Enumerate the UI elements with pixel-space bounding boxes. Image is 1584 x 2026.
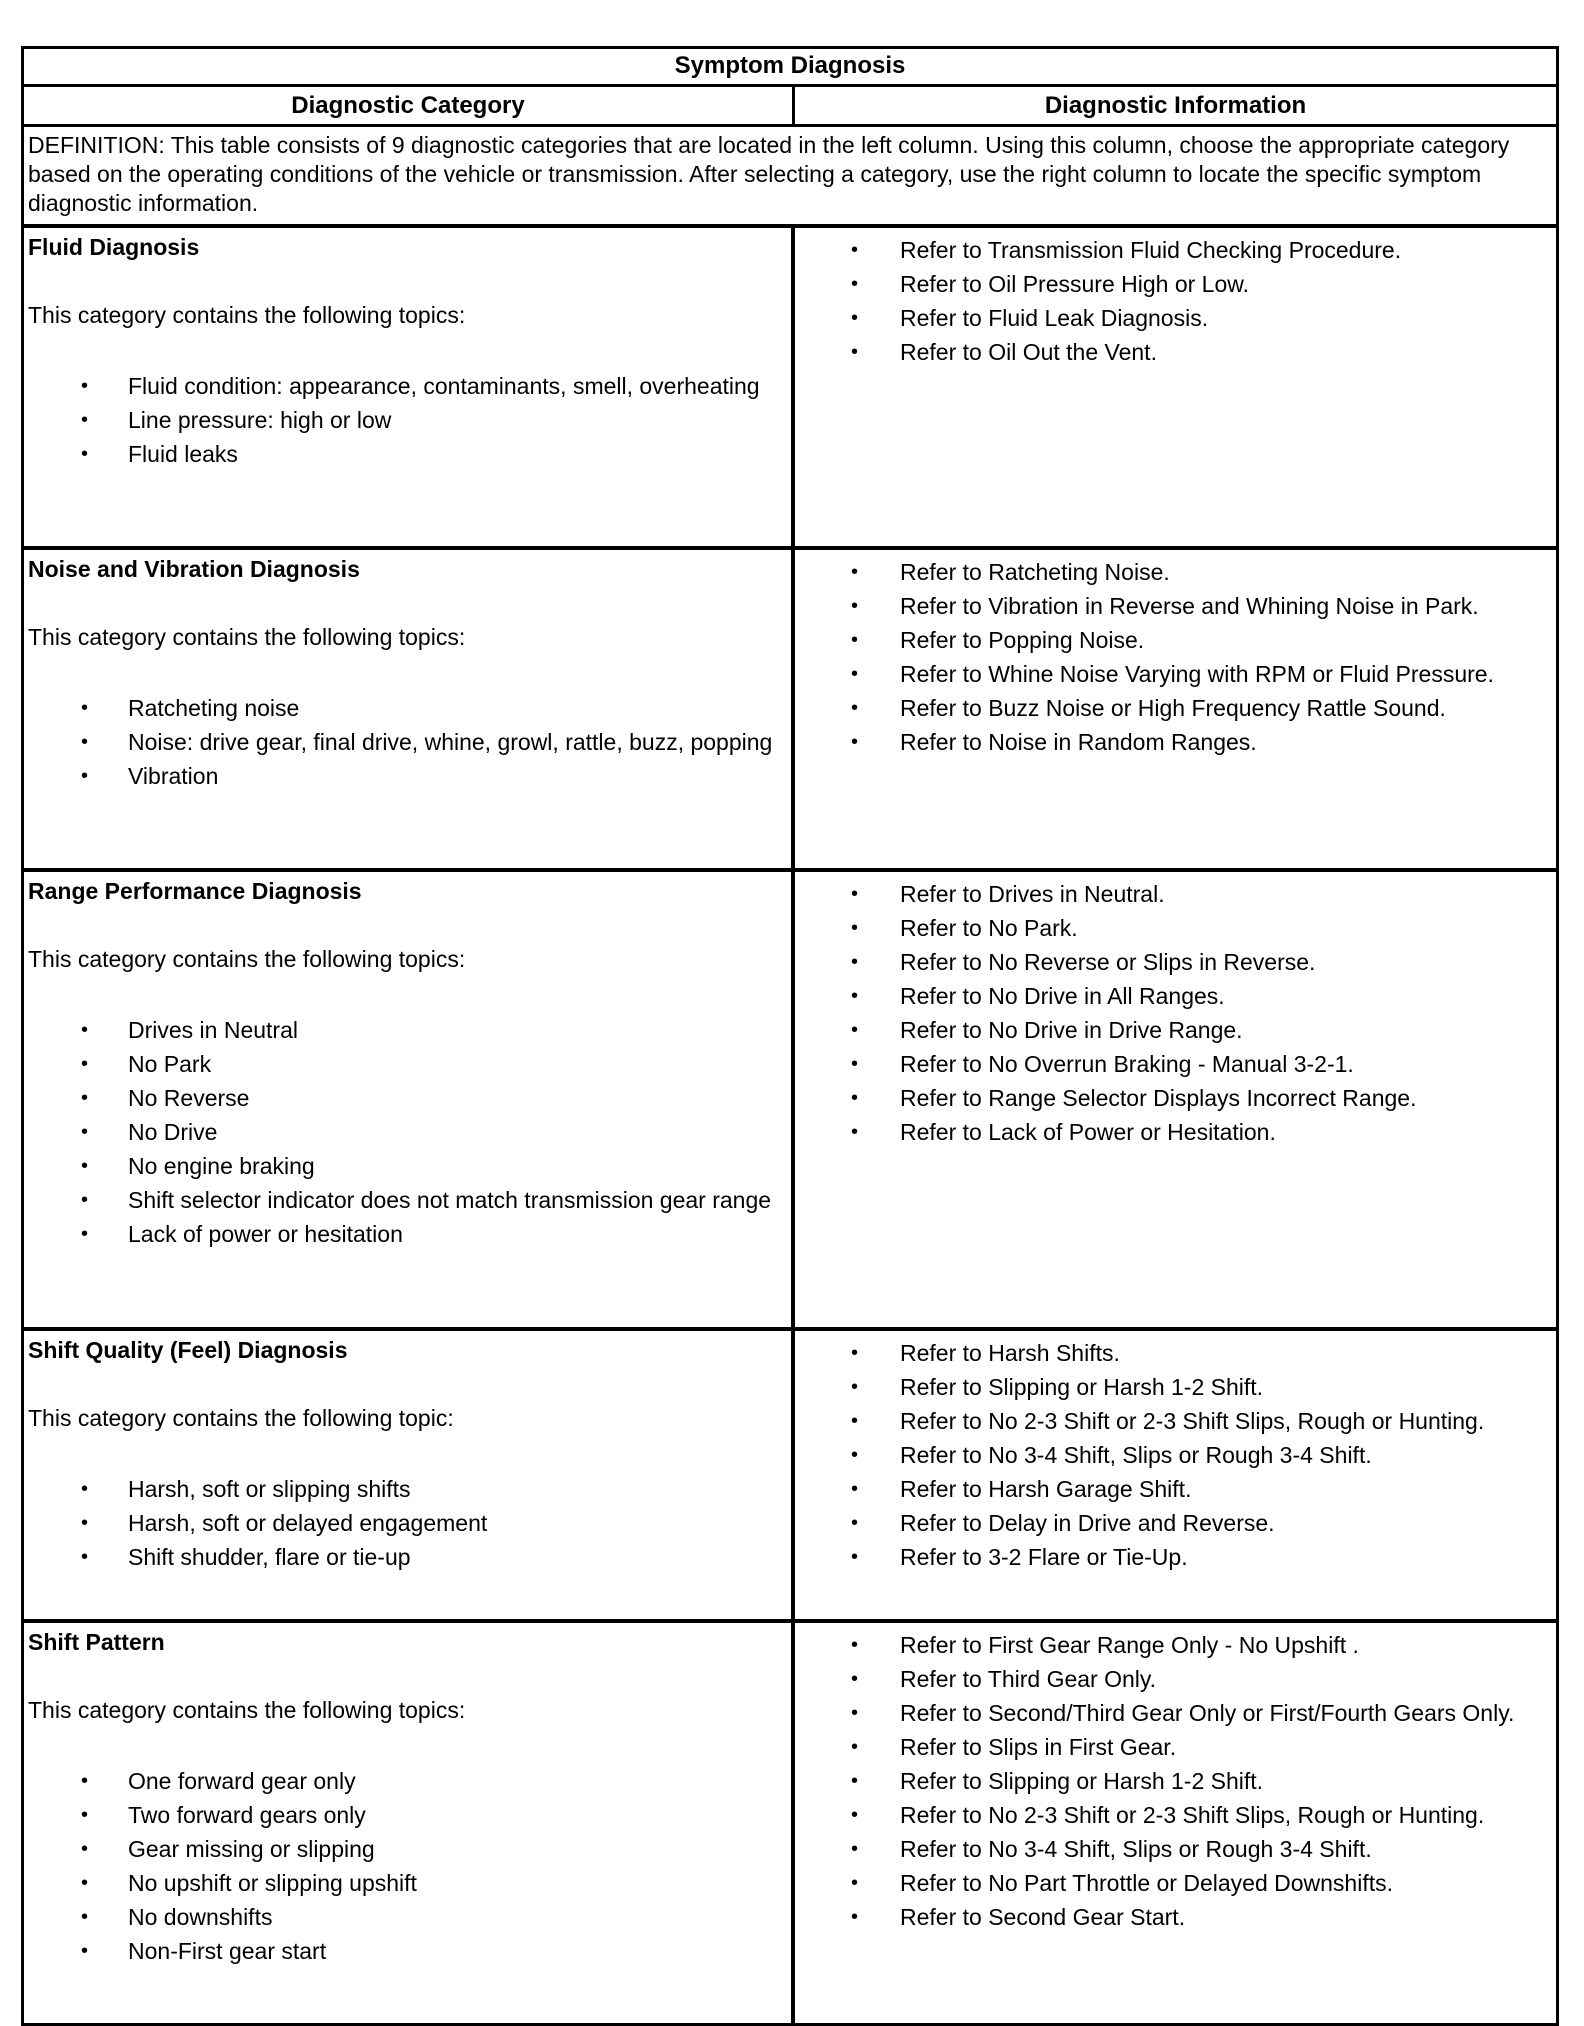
information-text: Refer to No 2-3 Shift or 2-3 Shift Slips, Rough or Hunting. <box>900 1802 1485 1828</box>
table-row <box>24 1331 1556 1623</box>
bullet-icon: • <box>851 1410 859 1432</box>
information-cell <box>795 550 1556 868</box>
information-text: Refer to Slipping or Harsh 1-2 Shift. <box>900 1374 1264 1400</box>
bullet-icon: • <box>851 1342 859 1364</box>
information-item <box>795 1801 1552 1830</box>
topic-text: Harsh, soft or delayed engagement <box>128 1510 488 1536</box>
information-text: Refer to Vibration in Reverse and Whining Noise in Park. <box>900 593 1479 619</box>
bullet-icon: • <box>851 951 859 973</box>
information-list <box>795 1339 1552 1572</box>
bullet-icon: • <box>851 1906 859 1928</box>
topic-text: Line pressure: high or low <box>128 407 392 433</box>
information-text: Refer to Second/Third Gear Only or First/Fourth Gears Only. <box>900 1700 1515 1726</box>
table-row <box>24 228 1556 550</box>
topic-item <box>28 1220 787 1249</box>
bullet-icon: • <box>851 1702 859 1724</box>
category-cell <box>24 872 795 1327</box>
topic-text: Harsh, soft or slipping shifts <box>128 1476 411 1502</box>
information-item <box>795 236 1552 265</box>
information-item <box>795 1767 1552 1796</box>
bullet-icon: • <box>851 1087 859 1109</box>
information-item <box>795 1118 1552 1147</box>
category-description: This category contains the following topics: <box>28 302 466 328</box>
category-description: This category contains the following topics: <box>28 1697 466 1723</box>
bullet-icon: • <box>851 1770 859 1792</box>
information-text: Refer to Slipping or Harsh 1-2 Shift. <box>900 1768 1264 1794</box>
topic-text: Gear missing or slipping <box>128 1836 375 1862</box>
bullet-icon: • <box>81 1155 89 1177</box>
category-description: This category contains the following topic: <box>28 1405 454 1431</box>
topic-text: Fluid leaks <box>128 441 238 467</box>
topic-item <box>28 372 787 401</box>
table-row <box>24 872 1556 1331</box>
topic-item <box>28 1152 787 1181</box>
bullet-icon: • <box>851 985 859 1007</box>
bullet-icon: • <box>851 883 859 905</box>
information-text: Refer to 3-2 Flare or Tie-Up. <box>900 1544 1188 1570</box>
information-text: Refer to No Overrun Braking - Manual 3-2-1. <box>900 1051 1354 1077</box>
information-item <box>795 1084 1552 1113</box>
topic-text: Shift selector indicator does not match transmission gear range <box>128 1187 772 1213</box>
category-description: This category contains the following topics: <box>28 624 466 650</box>
bullet-icon: • <box>851 1804 859 1826</box>
information-item <box>795 1509 1552 1538</box>
bullet-icon: • <box>851 1838 859 1860</box>
information-item <box>795 1441 1552 1470</box>
category-title: Shift Pattern <box>28 1629 165 1655</box>
information-cell <box>795 872 1556 1327</box>
information-text: Refer to No Reverse or Slips in Reverse. <box>900 949 1316 975</box>
topic-item <box>28 1084 787 1113</box>
category-cell <box>24 550 795 868</box>
topic-text: Non-First gear start <box>128 1938 327 1964</box>
bullet-icon: • <box>851 1444 859 1466</box>
topic-item <box>28 762 787 791</box>
category-title: Shift Quality (Feel) Diagnosis <box>28 1337 348 1363</box>
information-item <box>795 1903 1552 1932</box>
information-item <box>795 1543 1552 1572</box>
topic-text: No Drive <box>128 1119 218 1145</box>
topic-text: Noise: drive gear, final drive, whine, growl, rattle, buzz, popping <box>128 729 773 755</box>
information-item <box>795 982 1552 1011</box>
bullet-icon: • <box>81 1546 89 1568</box>
information-item <box>795 948 1552 977</box>
information-item <box>795 914 1552 943</box>
information-item <box>795 304 1552 333</box>
information-text: Refer to Harsh Shifts. <box>900 1340 1120 1366</box>
bullet-icon: • <box>81 1906 89 1928</box>
topic-item <box>28 1937 787 1966</box>
information-item <box>795 558 1552 587</box>
bullet-icon: • <box>81 1223 89 1245</box>
bullet-icon: • <box>81 1478 89 1500</box>
information-item <box>795 1475 1552 1504</box>
topic-text: Shift shudder, flare or tie-up <box>128 1544 411 1570</box>
information-text: Refer to Delay in Drive and Reverse. <box>900 1510 1275 1536</box>
bullet-icon: • <box>851 1546 859 1568</box>
bullet-icon: • <box>851 629 859 651</box>
topic-text: Drives in Neutral <box>128 1017 298 1043</box>
topic-list <box>28 1475 787 1572</box>
information-item <box>795 728 1552 757</box>
bullet-icon: • <box>81 409 89 431</box>
topic-list <box>28 1767 787 1966</box>
information-text: Refer to No Drive in Drive Range. <box>900 1017 1243 1043</box>
bullet-icon: • <box>851 1478 859 1500</box>
definition-text: DEFINITION: This table consists of 9 diagnostic categories that are located in the left column. Using this column, choose the appropriate category based on the operating conditions of the vehicle or transmission. After selecting a category, use the right column to locate the specific symptom diagnostic information. <box>24 127 1556 228</box>
information-item <box>795 1835 1552 1864</box>
symptom-diagnosis-table <box>21 46 1559 2026</box>
information-item <box>795 1407 1552 1436</box>
bullet-icon: • <box>81 697 89 719</box>
information-text: Refer to Harsh Garage Shift. <box>900 1476 1192 1502</box>
column-headers <box>24 87 1556 127</box>
information-text: Refer to No 3-4 Shift, Slips or Rough 3-4 Shift. <box>900 1836 1372 1862</box>
information-text: Refer to Oil Out the Vent. <box>900 339 1157 365</box>
bullet-icon: • <box>851 1512 859 1534</box>
bullet-icon: • <box>81 1019 89 1041</box>
information-text: Refer to Oil Pressure High or Low. <box>900 271 1249 297</box>
information-list <box>795 880 1552 1147</box>
table-row <box>24 1623 1556 2023</box>
information-item <box>795 1631 1552 1660</box>
information-item <box>795 1869 1552 1898</box>
information-item <box>795 1050 1552 1079</box>
information-item <box>795 338 1552 367</box>
topic-text: No engine braking <box>128 1153 315 1179</box>
category-cell <box>24 1331 795 1619</box>
category-title: Range Performance Diagnosis <box>28 878 362 904</box>
information-cell <box>795 1623 1556 2023</box>
information-item <box>795 1373 1552 1402</box>
category-cell <box>24 1623 795 2023</box>
bullet-icon: • <box>81 1512 89 1534</box>
information-text: Refer to Whine Noise Varying with RPM or Fluid Pressure. <box>900 661 1494 687</box>
bullet-icon: • <box>851 1053 859 1075</box>
information-item <box>795 1733 1552 1762</box>
topic-item <box>28 1543 787 1572</box>
bullet-icon: • <box>851 917 859 939</box>
topic-item <box>28 1767 787 1796</box>
information-text: Refer to No Park. <box>900 915 1078 941</box>
table-title: Symptom Diagnosis <box>24 49 1556 87</box>
information-item <box>795 660 1552 689</box>
information-text: Refer to Fluid Leak Diagnosis. <box>900 305 1209 331</box>
bullet-icon: • <box>81 765 89 787</box>
topic-text: No downshifts <box>128 1904 273 1930</box>
information-text: Refer to Noise in Random Ranges. <box>900 729 1257 755</box>
information-text: Refer to No 2-3 Shift or 2-3 Shift Slips, Rough or Hunting. <box>900 1408 1485 1434</box>
bullet-icon: • <box>851 1736 859 1758</box>
header-diagnostic-category: Diagnostic Category <box>24 87 795 124</box>
topic-text: Lack of power or hesitation <box>128 1221 403 1247</box>
topic-text: Two forward gears only <box>128 1802 366 1828</box>
bullet-icon: • <box>81 1804 89 1826</box>
information-text: Refer to No Part Throttle or Delayed Downshifts. <box>900 1870 1394 1896</box>
bullet-icon: • <box>81 1087 89 1109</box>
category-title: Fluid Diagnosis <box>28 234 200 260</box>
information-text: Refer to Second Gear Start. <box>900 1904 1186 1930</box>
table-body <box>24 228 1556 2023</box>
bullet-icon: • <box>81 1121 89 1143</box>
bullet-icon: • <box>851 239 859 261</box>
bullet-icon: • <box>81 443 89 465</box>
information-list <box>795 236 1552 367</box>
topic-item <box>28 1509 787 1538</box>
bullet-icon: • <box>851 1121 859 1143</box>
topic-text: No upshift or slipping upshift <box>128 1870 417 1896</box>
information-item <box>795 1699 1552 1728</box>
topic-item <box>28 1118 787 1147</box>
information-list <box>795 1631 1552 1932</box>
information-text: Refer to Buzz Noise or High Frequency Rattle Sound. <box>900 695 1446 721</box>
bullet-icon: • <box>81 1872 89 1894</box>
information-text: Refer to Third Gear Only. <box>900 1666 1157 1692</box>
topic-item <box>28 1801 787 1830</box>
category-title: Noise and Vibration Diagnosis <box>28 556 360 582</box>
topic-item <box>28 1475 787 1504</box>
topic-text: Ratcheting noise <box>128 695 300 721</box>
information-item <box>795 626 1552 655</box>
bullet-icon: • <box>851 561 859 583</box>
topic-item <box>28 1903 787 1932</box>
information-item <box>795 1665 1552 1694</box>
information-list <box>795 558 1552 757</box>
bullet-icon: • <box>851 273 859 295</box>
information-text: Refer to Transmission Fluid Checking Procedure. <box>900 237 1402 263</box>
bullet-icon: • <box>81 1053 89 1075</box>
topic-item <box>28 1869 787 1898</box>
bullet-icon: • <box>851 731 859 753</box>
bullet-icon: • <box>851 663 859 685</box>
topic-item <box>28 1835 787 1864</box>
bullet-icon: • <box>81 1189 89 1211</box>
topic-item <box>28 1050 787 1079</box>
topic-text: Vibration <box>128 763 219 789</box>
table-row <box>24 550 1556 872</box>
bullet-icon: • <box>851 1634 859 1656</box>
information-item <box>795 1339 1552 1368</box>
bullet-icon: • <box>81 1838 89 1860</box>
bullet-icon: • <box>851 595 859 617</box>
topic-list <box>28 1016 787 1249</box>
topic-text: Fluid condition: appearance, contaminants, smell, overheating <box>128 373 760 399</box>
information-text: Refer to Drives in Neutral. <box>900 881 1165 907</box>
information-item <box>795 880 1552 909</box>
information-text: Refer to Popping Noise. <box>900 627 1145 653</box>
topic-text: No Reverse <box>128 1085 250 1111</box>
topic-list <box>28 694 787 791</box>
information-item <box>795 270 1552 299</box>
information-text: Refer to Lack of Power or Hesitation. <box>900 1119 1276 1145</box>
information-text: Refer to Range Selector Displays Incorrect Range. <box>900 1085 1417 1111</box>
header-diagnostic-information: Diagnostic Information <box>1044 92 1307 119</box>
topic-text: One forward gear only <box>128 1768 356 1794</box>
information-cell <box>795 1331 1556 1619</box>
category-cell <box>24 228 795 546</box>
information-item <box>795 1016 1552 1045</box>
bullet-icon: • <box>81 1770 89 1792</box>
information-text: Refer to Slips in First Gear. <box>900 1734 1177 1760</box>
information-text: Refer to First Gear Range Only - No Upshift . <box>900 1632 1359 1658</box>
bullet-icon: • <box>851 1872 859 1894</box>
information-item <box>795 592 1552 621</box>
topic-list <box>28 372 787 469</box>
topic-item <box>28 728 787 757</box>
topic-item <box>28 1016 787 1045</box>
bullet-icon: • <box>851 1019 859 1041</box>
information-text: Refer to No 3-4 Shift, Slips or Rough 3-4 Shift. <box>900 1442 1372 1468</box>
topic-item <box>28 1186 787 1215</box>
category-description: This category contains the following topics: <box>28 946 466 972</box>
topic-text: No Park <box>128 1051 212 1077</box>
topic-item <box>28 440 787 469</box>
topic-item <box>28 406 787 435</box>
bullet-icon: • <box>851 341 859 363</box>
information-item <box>795 694 1552 723</box>
bullet-icon: • <box>851 1376 859 1398</box>
bullet-icon: • <box>851 697 859 719</box>
information-text: Refer to No Drive in All Ranges. <box>900 983 1225 1009</box>
bullet-icon: • <box>851 307 859 329</box>
topic-item <box>28 694 787 723</box>
bullet-icon: • <box>851 1668 859 1690</box>
bullet-icon: • <box>81 1940 89 1962</box>
information-cell <box>795 228 1556 546</box>
bullet-icon: • <box>81 375 89 397</box>
bullet-icon: • <box>81 731 89 753</box>
information-text: Refer to Ratcheting Noise. <box>900 559 1170 585</box>
